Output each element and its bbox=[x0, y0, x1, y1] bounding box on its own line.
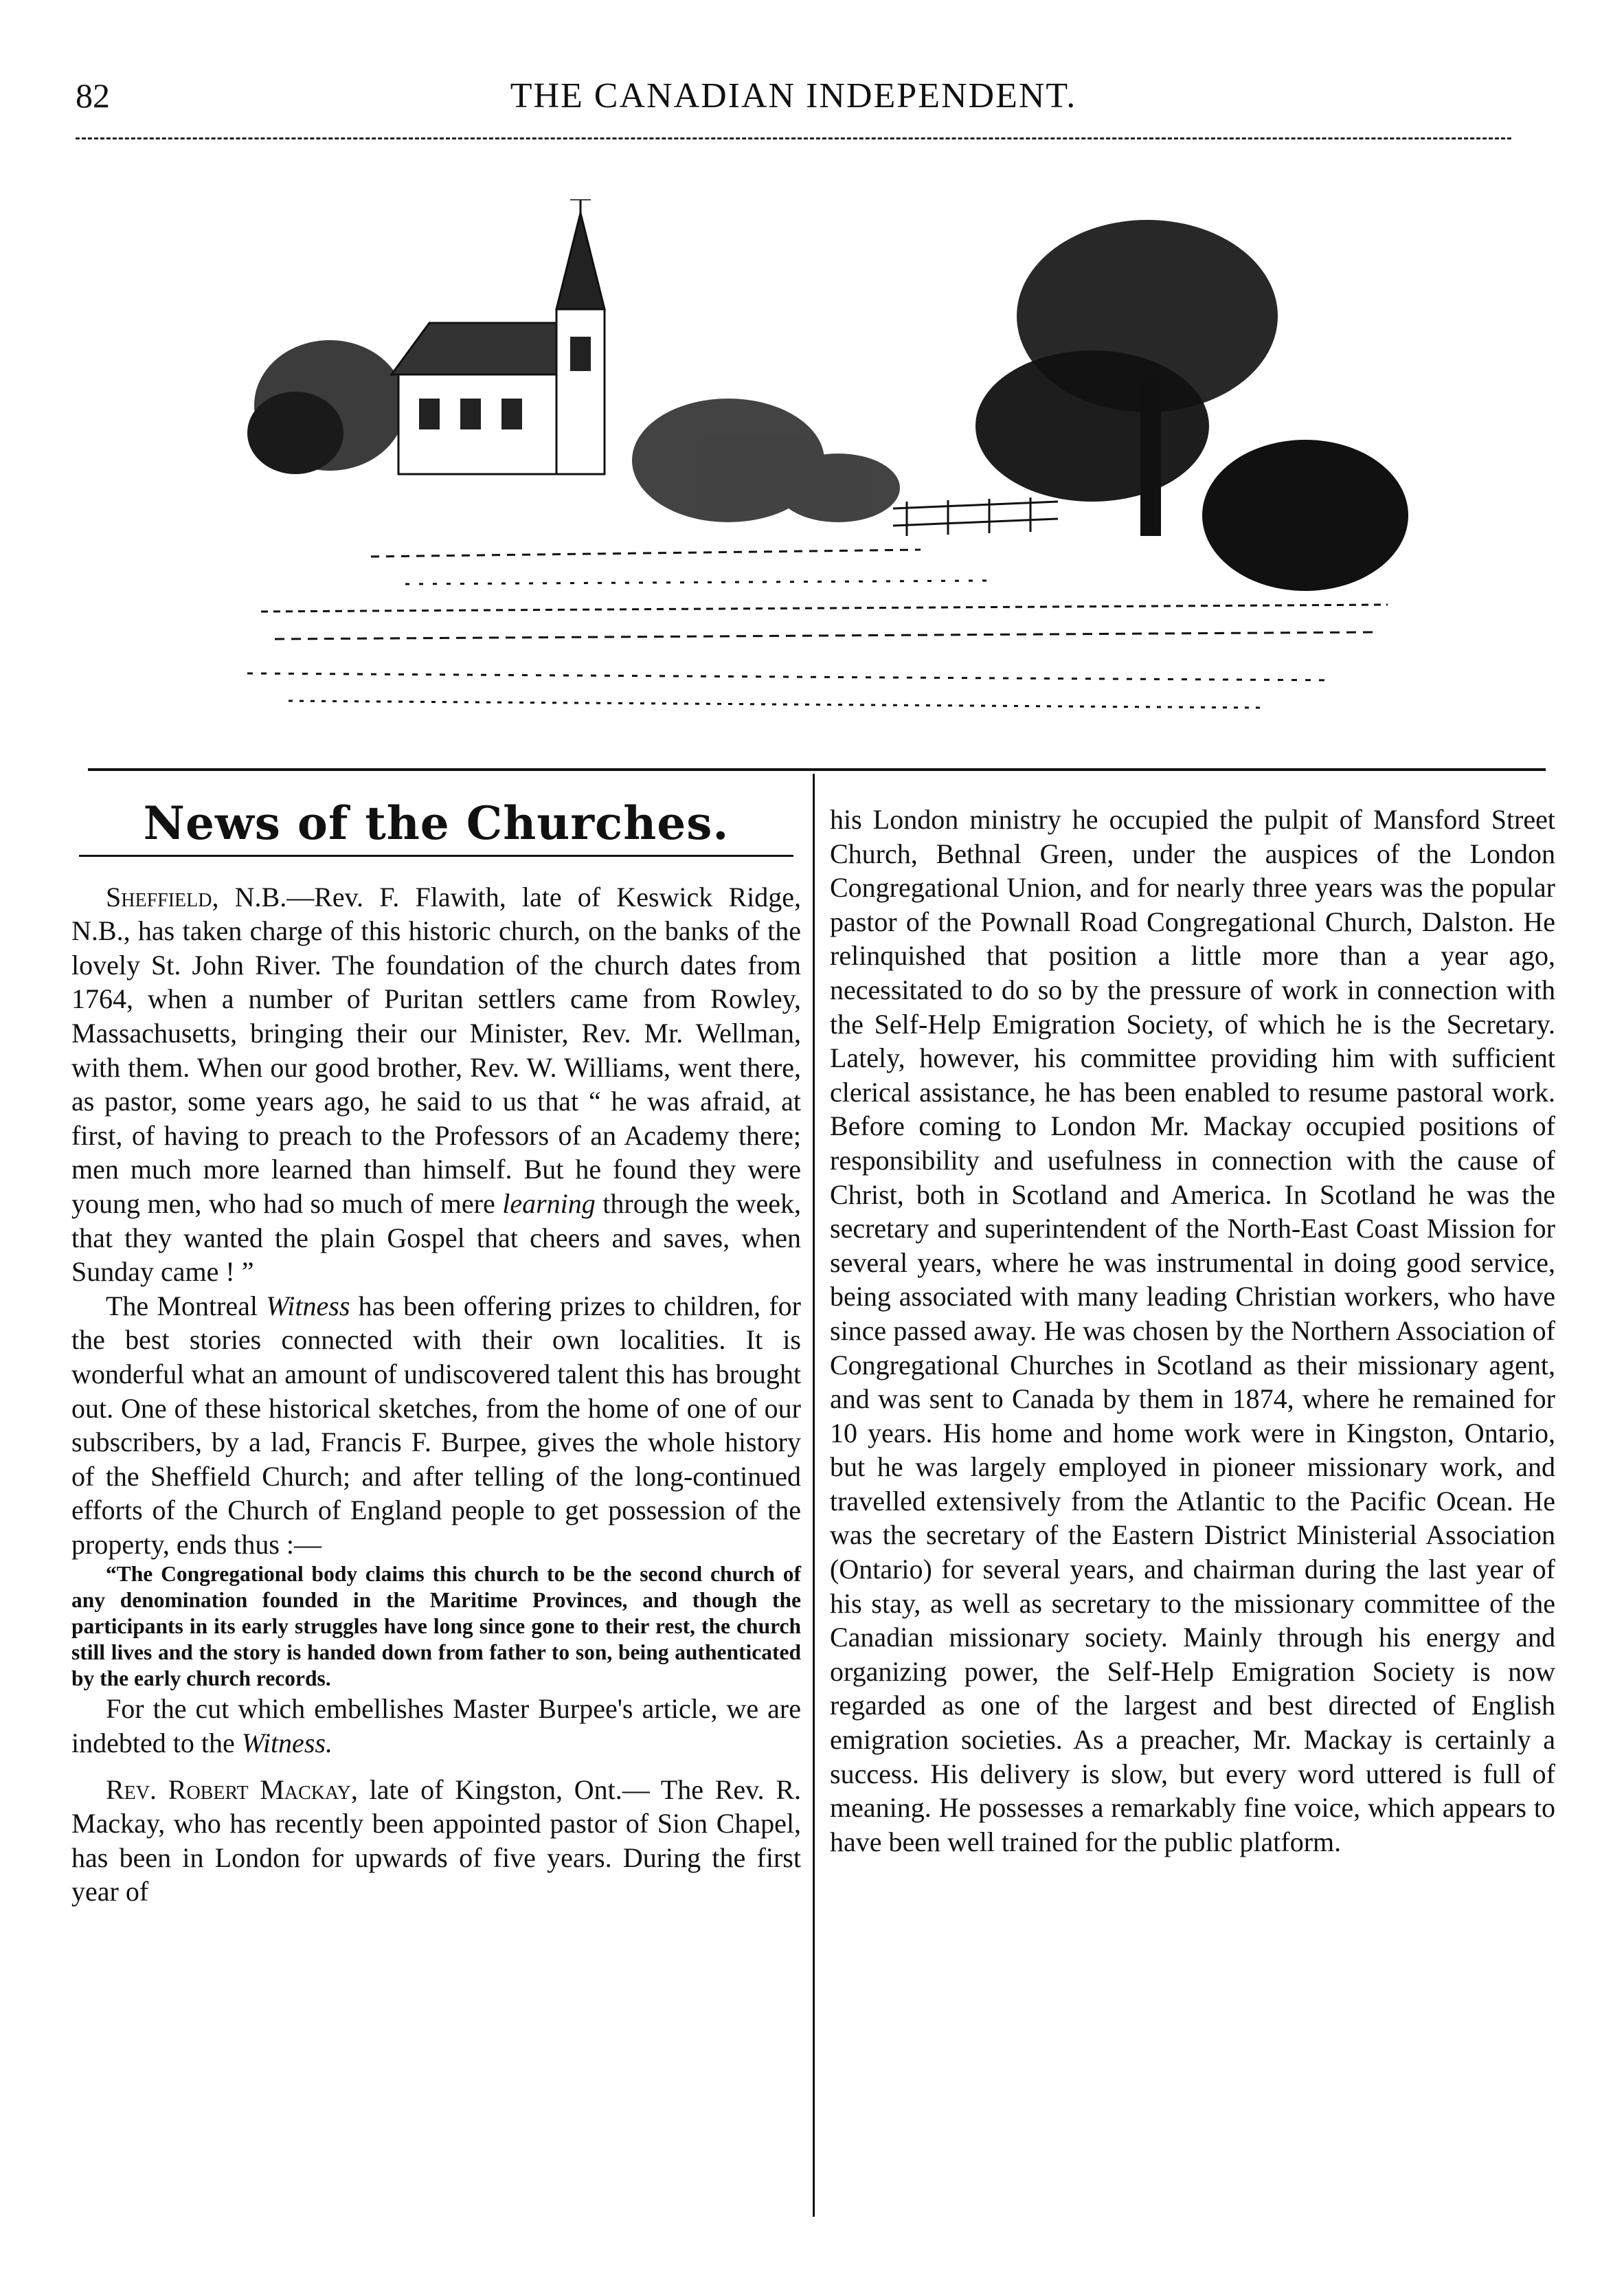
church-engraving bbox=[234, 199, 1415, 742]
emphasis: Witness bbox=[266, 1290, 350, 1321]
paragraph-lead: Rev. Robert Mackay, bbox=[106, 1774, 358, 1805]
paragraph-mackay bbox=[71, 1773, 801, 1909]
running-header bbox=[76, 76, 1511, 131]
paragraph-text: The Montreal bbox=[106, 1290, 267, 1321]
title-rule bbox=[79, 855, 793, 857]
section-rule bbox=[88, 768, 1546, 771]
paragraph-lead: Sheffield, bbox=[106, 881, 219, 913]
emphasis: Witness. bbox=[241, 1727, 332, 1759]
paragraph-mackay-continued: his London ministry he occupied the pulpit of Mansford Street Church, Bethnal Green, under the auspices of the London Congregational Union, and for nearly three years was the popular pastor of the Pownall Road Congregational Church, Dalston. He relinquished that position a little more than a year ago, necessitated to do so by the pressure of work in connection with the Self-Help Emigration Society, of which he is the Secretary. Lately, however, his committee providing him with sufficient clerical assistance, he has been enabled to resume pastoral work. Before coming to London Mr. Mackay occupied positions of responsibility and usefulness in connection with the cause of Christ, both in Scotland and America. In Scotland he was the secretary and superintendent of the North-East Coast Mission for several years, where he was instrumental in doing good service, being associated with many leading Christian workers, who have since passed away. He was chosen by the Northern Association of Congregational Churches in Scotland as their missionary agent, and was sent to Canada by them in 1874, where he remained for 10 years. His home and home work were in Kingston, Ontario, but he was largely employed in pioneer missionary work, and travelled extensively from the Atlantic to the Pacific Ocean. He was the secretary of the Eastern District Ministerial Association (Ontario) for several years, and chairman during the last year of his stay, as well as secretary to the missionary committee of the Canadian missionary society. Mainly through his energy and organizing power, the Self-Help Emigration Society is now regarded as one of the largest and best directed of English emigration societies. As a preacher, Mr. Mackay is certainly a success. His delivery is slow, but every word uttered is full of meaning. He possesses a remarkably fine voice, which appears to have been well trained for the public platform. bbox=[830, 804, 1555, 1857]
page-number: 82 bbox=[76, 76, 110, 115]
paragraph-cut-credit bbox=[71, 1692, 801, 1760]
emphasis: learning bbox=[502, 1187, 596, 1219]
paragraph-text: through the week, that they wanted the plain Gospel that cheers and saves, when Sunday came ! ” bbox=[71, 1187, 802, 1288]
paragraph-text: For the cut which embellishes Master Burpee's article, we are indebted to the bbox=[71, 1693, 801, 1759]
paragraph-text: N.B.—Rev. F. Flawith, late of Keswick Ridge, N.B., has taken charge of this historic church, on the banks of the lovely St. John River. The foundation of the church dates from 1764, when a number of Puritan settlers came from Rowley, Massachusetts, bringing their our Minister, Rev. Mr. Wellman, with them. When our good brother, Rev. W. Williams, went there, as pastor, some years ago, he said to us that “ he was afraid, at first, of having to preach to the Professors of an Academy there; men much more learned than himself. But he found they were young men, who had so much of mere bbox=[71, 881, 801, 1219]
paragraph-text: has been offering prizes to children, for the best stories connected with their own localities. It is wonderful what an amount of undiscovered talent this has brought out. One of these historical sketches, from the home of one of our subscribers, by a lad, Francis F. Burpee, gives the whole history of the Sheffield Church; and after telling of the long-continued efforts of the Church of England people to get possession of the property, ends thus :— bbox=[71, 1290, 801, 1560]
block-quote: “The Congregational body claims this church to be the second church of any denomination founded in the Maritime Provinces, and though the participants in its early struggles have long since gone to their rest, the church still lives and the story is handed down from father to son, being authenticated by the early church records. bbox=[71, 1562, 801, 1691]
paragraph-sheffield bbox=[71, 880, 801, 1289]
paragraph-witness bbox=[71, 1289, 801, 1562]
section-title: News of the Churches. bbox=[143, 796, 730, 850]
paragraph-text: late of Kingston, Ont.— The Rev. R. Mackay, who has recently been appointed pastor of Sion Chapel, has been in London for upwards of five years. During the first year of bbox=[71, 1774, 802, 1908]
running-title: THE CANADIAN INDEPENDENT. bbox=[510, 76, 1077, 115]
column-divider bbox=[813, 774, 815, 2217]
left-column bbox=[71, 796, 802, 1909]
right-column bbox=[830, 803, 1555, 1859]
header-rule bbox=[76, 137, 1511, 139]
